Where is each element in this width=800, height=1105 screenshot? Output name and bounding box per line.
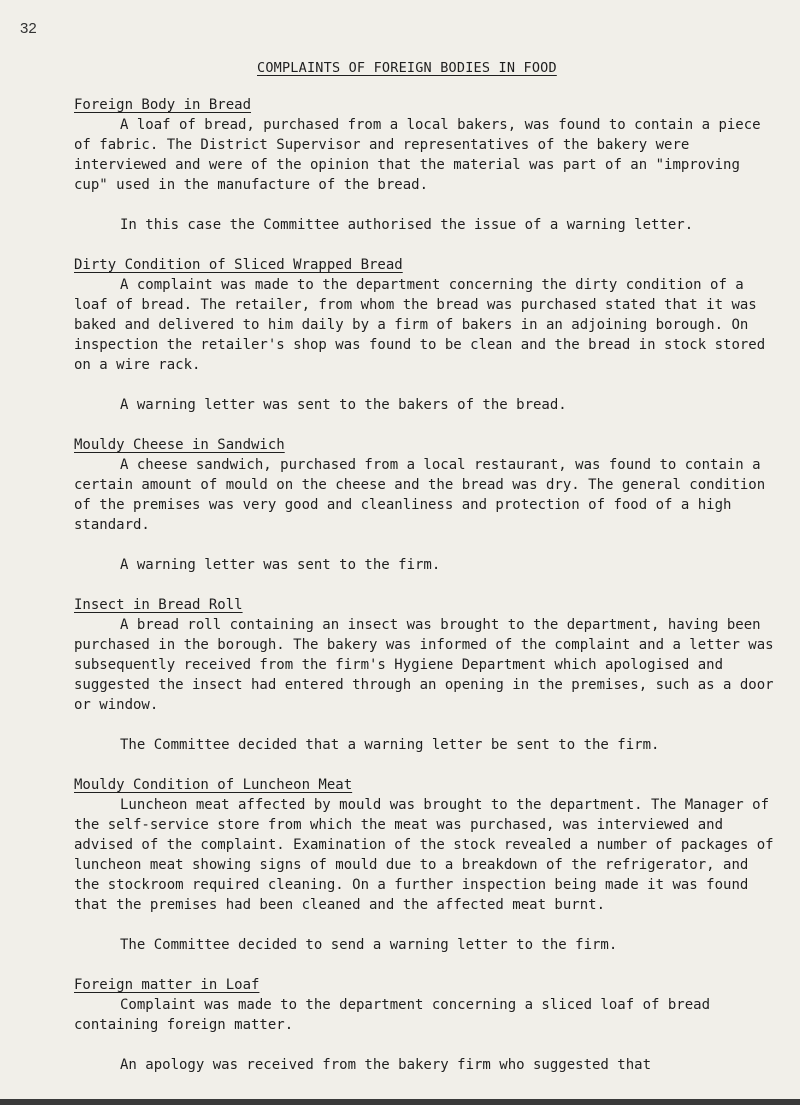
section-heading: Insect in Bread Roll <box>74 597 243 613</box>
section-paragraph: In this case the Committee authorised the issue of a warning letter. <box>120 217 694 233</box>
section-paragraph: The Committee decided to send a warning letter to the firm. <box>120 937 618 953</box>
section-heading: Foreign Body in Bread <box>74 97 252 113</box>
section-heading: Mouldy Cheese in Sandwich <box>74 437 285 453</box>
section-paragraph: The Committee decided that a warning letter be sent to the firm. <box>120 737 660 753</box>
section-heading: Dirty Condition of Sliced Wrapped Bread <box>74 257 403 273</box>
section-dirty-sliced-wrapped-bread <box>74 255 774 415</box>
section-heading: Mouldy Condition of Luncheon Meat <box>74 777 353 793</box>
section-paragraph: A cheese sandwich, purchased from a local restaurant, was found to contain a certain amount of mould on the cheese and the bread was dry. The general condition of the premises was very good and cleanliness and protection of food of a high standard. <box>74 457 766 533</box>
page-number: 32 <box>20 20 37 37</box>
section-paragraph: Luncheon meat affected by mould was brought to the department. The Manager of the self-service store from which the meat was purchased, was interviewed and advised of the complaint. Examination of the stock revealed a number of packages of luncheon meat showing signs of mould due to a breakdown of the refrigerator, and the stockroom required cleaning. On a further inspection being made it was found that the premises had been cleaned and the affected meat burnt. <box>74 797 774 913</box>
section-mouldy-luncheon-meat <box>74 775 774 955</box>
section-paragraph: Complaint was made to the department concerning a sliced loaf of bread containing foreign matter. <box>74 997 711 1033</box>
section-insect-in-bread-roll <box>74 595 774 755</box>
section-paragraph: A complaint was made to the department concerning the dirty condition of a loaf of bread. The retailer, from whom the bread was purchased stated that it was baked and delivered to him daily by a firm of bakers in an adjoining borough. On inspection the retailer's shop was found to be clean and the bread in stock stored on a wire rack. <box>74 277 766 373</box>
scan-edge-rule <box>0 1099 800 1105</box>
section-foreign-matter-in-loaf <box>74 975 774 1075</box>
page-title: COMPLAINTS OF FOREIGN BODIES IN FOOD <box>257 60 557 76</box>
section-heading: Foreign matter in Loaf <box>74 977 260 993</box>
document-body <box>74 95 774 1075</box>
section-mouldy-cheese-in-sandwich <box>74 435 774 575</box>
section-paragraph: A warning letter was sent to the bakers of the bread. <box>120 397 567 413</box>
section-paragraph: A bread roll containing an insect was brought to the department, having been purchased in the borough. The bakery was informed of the complaint and a letter was subsequently received from the firm's Hygiene Department which apologised and suggested the insect had entered through an opening in the premises, such as a door or window. <box>74 617 774 713</box>
section-paragraph: A loaf of bread, purchased from a local bakers, was found to contain a piece of fabric. The District Supervisor and representatives of the bakery were interviewed and were of the opinion that the material was part of an "improving cup" used in the manufacture of the bread. <box>74 117 761 193</box>
section-paragraph: An apology was received from the bakery firm who suggested that <box>120 1057 652 1073</box>
section-paragraph: A warning letter was sent to the firm. <box>120 557 441 573</box>
section-foreign-body-in-bread <box>74 95 774 235</box>
